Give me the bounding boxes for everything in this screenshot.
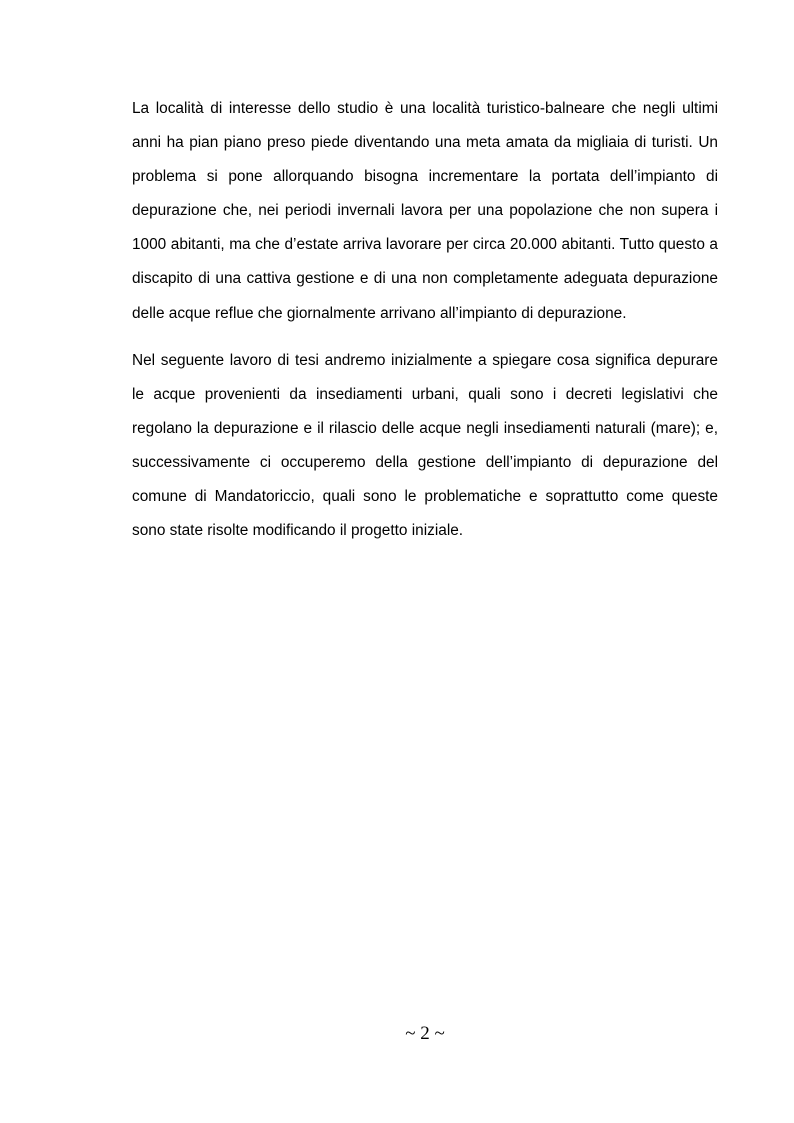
- page-number: ~ 2 ~: [405, 1023, 445, 1044]
- body-text: [132, 92, 718, 561]
- paragraph-1: La località di interesse dello studio è una località turistico-balneare che negli ultimi anni ha pian piano preso piede diventando una meta amata da migliaia di turisti. Un problema si pone allorquando bisogna incrementare la portata dell’impianto di depurazione che, nei periodi invernali lavora per una popolazione che non supera i 1000 abitanti, ma che d’estate arriva lavorare per circa 20.000 abitanti. Tutto questo a discapito di una cattiva gestione e di una non completamente adeguata depurazione delle acque reflue che giornalmente arrivano all’impianto di depurazione.: [132, 100, 718, 322]
- paragraph-2: Nel seguente lavoro di tesi andremo inizialmente a spiegare cosa significa depurare le acque provenienti da insediamenti urbani, quali sono i decreti legislativi che regolano la depurazione e il rilascio delle acque negli insediamenti naturali (mare); e, successivamente ci occuperemo della gestione dell’impianto di depurazione del comune di Mandatoriccio, quali sono le problematiche e soprattutto come queste sono state risolte modificando il progetto iniziale.: [132, 351, 718, 540]
